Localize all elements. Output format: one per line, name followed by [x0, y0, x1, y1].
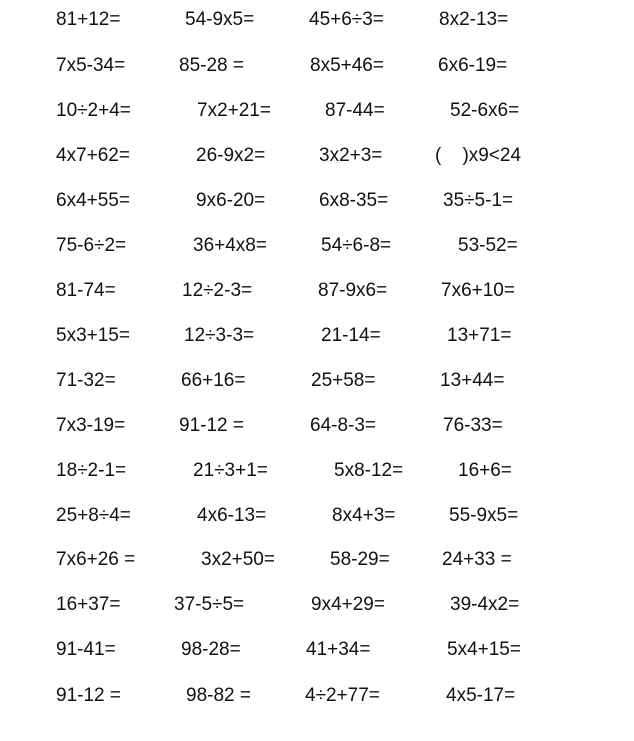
problem-row	[0, 545, 634, 575]
math-problem: 87-44=	[325, 100, 385, 121]
math-problem: 37-5÷5=	[174, 594, 245, 615]
math-problem: 81+12=	[56, 9, 121, 30]
math-problem: 9x6-20=	[196, 190, 266, 211]
math-problem: 8x4+3=	[332, 505, 396, 526]
math-problem: 8x5+46=	[310, 55, 384, 76]
problem-row	[0, 321, 634, 351]
math-problem: 98-82 =	[186, 685, 251, 706]
math-problem: 4x7+62=	[56, 145, 130, 166]
math-problem: 7x6+10=	[441, 280, 515, 301]
math-problem: 64-8-3=	[310, 415, 377, 436]
math-problem: 8x2-13=	[439, 9, 509, 30]
math-problem: 66+16=	[181, 370, 246, 391]
math-problem: 53-52=	[458, 235, 518, 256]
problem-row	[0, 5, 634, 35]
math-problem: 7x6+26 =	[56, 549, 136, 570]
math-problem: 3x2+50=	[201, 549, 275, 570]
math-problem: 24+33 =	[442, 549, 512, 570]
math-problem: 9x4+29=	[311, 594, 385, 615]
problem-row	[0, 231, 634, 261]
math-problem: 4x5-17=	[446, 685, 516, 706]
math-problem: 55-9x5=	[449, 505, 519, 526]
math-problem: 54-9x5=	[185, 9, 255, 30]
problem-row	[0, 456, 634, 486]
problem-row	[0, 186, 634, 216]
math-problem: 39-4x2=	[450, 594, 520, 615]
math-problem: 16+37=	[56, 594, 121, 615]
math-problem: 6x4+55=	[56, 190, 130, 211]
math-problem: 45+6÷3=	[309, 9, 384, 30]
problem-row	[0, 276, 634, 306]
math-problem: 54÷6-8=	[321, 235, 392, 256]
math-problem: 5x3+15=	[56, 325, 130, 346]
math-problem: 5x8-12=	[334, 460, 404, 481]
math-problem: 98-28=	[181, 639, 241, 660]
math-problem: 41+34=	[306, 639, 371, 660]
math-problem: 58-29=	[330, 549, 390, 570]
problem-row	[0, 366, 634, 396]
math-problem: 87-9x6=	[318, 280, 388, 301]
math-problem: 21-14=	[321, 325, 381, 346]
math-problem: 6x8-35=	[319, 190, 389, 211]
math-problem: 91-41=	[56, 639, 116, 660]
math-problem: 16+6=	[458, 460, 512, 481]
problem-row	[0, 501, 634, 531]
math-problem: 4÷2+77=	[305, 685, 380, 706]
math-problem: 91-12 =	[56, 685, 121, 706]
math-problem: 7x3-19=	[56, 415, 126, 436]
math-problem: 76-33=	[443, 415, 503, 436]
math-problem: 35÷5-1=	[443, 190, 514, 211]
math-problem: 91-12 =	[179, 415, 244, 436]
problem-row	[0, 411, 634, 441]
math-problem: 52-6x6=	[450, 100, 520, 121]
math-problem: 7x5-34=	[56, 55, 126, 76]
math-problem: 25+58=	[311, 370, 376, 391]
math-problem: 85-28 =	[179, 55, 244, 76]
math-problem: 81-74=	[56, 280, 116, 301]
math-problem: 3x2+3=	[319, 145, 383, 166]
problem-row	[0, 681, 634, 711]
problem-row	[0, 141, 634, 171]
problem-row	[0, 96, 634, 126]
math-problem: 6x6-19=	[438, 55, 508, 76]
math-problem: 5x4+15=	[447, 639, 521, 660]
math-problem: 12÷2-3=	[182, 280, 253, 301]
math-problem: ( )x9<24	[435, 145, 522, 166]
problem-row	[0, 635, 634, 665]
math-problem: 10÷2+4=	[56, 100, 131, 121]
math-problem: 71-32=	[56, 370, 116, 391]
math-problem: 13+44=	[440, 370, 505, 391]
math-problem: 7x2+21=	[197, 100, 271, 121]
math-problem: 36+4x8=	[193, 235, 267, 256]
math-problem: 21÷3+1=	[193, 460, 268, 481]
math-problem: 25+8÷4=	[56, 505, 131, 526]
math-problem: 75-6÷2=	[56, 235, 127, 256]
problem-row	[0, 590, 634, 620]
problem-row	[0, 51, 634, 81]
math-problem: 13+71=	[447, 325, 512, 346]
math-problem: 18÷2-1=	[56, 460, 127, 481]
math-problem: 26-9x2=	[196, 145, 266, 166]
math-problem: 4x6-13=	[197, 505, 267, 526]
math-problem: 12÷3-3=	[184, 325, 255, 346]
